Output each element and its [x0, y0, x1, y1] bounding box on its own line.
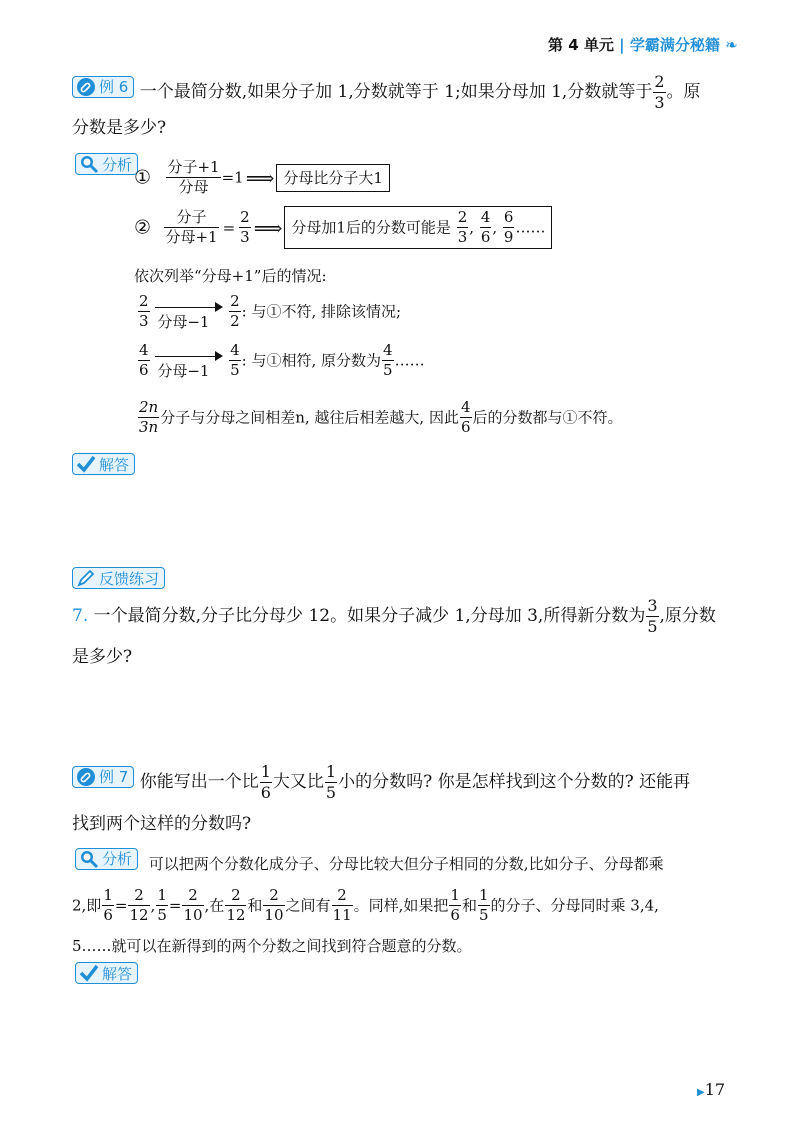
example6-answer-badge: 解答: [72, 453, 135, 478]
example7-badge: 例 7: [72, 766, 134, 788]
boxed-note: 分母比分子大1: [276, 164, 390, 192]
analysis-row3: $\frac{2n}{3n}$ 分子与分母之间相差n, 越往后相差越大, 因此 $\frac{4}{6}$ 后的分数都与①不符。: [139, 398, 623, 436]
example7-question-line2: 找到两个这样的分数吗?: [72, 814, 252, 834]
fraction: $\frac{1}{6}$: [450, 886, 460, 924]
fraction: $\frac{4}{6}$: [139, 341, 149, 379]
link-icon: [76, 77, 96, 97]
example6-question-line2: 分数是多少?: [72, 118, 167, 138]
example7-analysis: 分析 可以把两个分数化成分子、分母比较大但分子相同的分数,比如分子、分母都乘: [75, 848, 664, 876]
example6-badge: 例 6: [72, 76, 134, 98]
example7-analysis-line2: 2,即 $\frac{1}{6}$ = $\frac{2}{12}$ , $\frac{1}{5}$ = $\frac{2}{10}$ ,在 $\frac{2}{12}$ 和 $\frac{2}{10}$ 之间有 $\frac{2}{11}$ 。同样,如果把 $\frac{1}{6}$ 和 $\frac{1}{5}$ 的分子、分母同时乘 3,4,: [72, 886, 659, 924]
unit-label: 第 4 单元: [548, 36, 614, 54]
example7-question: 例 7 你能写出一个比 $\frac{1}{6}$ 大又比 $\frac{1}{5}$ 小的分数吗? 你是怎样找到这个分数的? 还能再: [72, 764, 690, 801]
fraction: $\frac{6}{9}$: [503, 208, 514, 246]
fraction: $\frac{1}{5}$: [478, 886, 489, 924]
example7-analysis-line3: 5……就可以在新得到的两个分数之间找到符合题意的分数。: [72, 937, 472, 955]
triangle-icon: ▶: [697, 1087, 705, 1098]
fraction: $\frac{2}{10}$: [264, 886, 284, 924]
fraction: $\frac{\text{分子+1}}{\text{分母}}$: [167, 158, 220, 196]
fraction: $\frac{2}{3}$: [457, 208, 468, 246]
fraction: $\frac{2}{10}$: [183, 886, 203, 924]
fraction: $\frac{2}{3}$: [240, 208, 250, 246]
arrow-icon: 分母−1: [155, 344, 223, 378]
example7-analysis-badge: 分析: [75, 848, 138, 870]
fraction: $\frac{2}{12}$: [226, 886, 246, 924]
feedback-badge: 反馈练习: [72, 567, 165, 592]
fraction: $\frac{2}{11}$: [332, 886, 352, 924]
list-intro: 依次列举“分母+1”后的情况:: [134, 267, 327, 285]
magnifier-icon: [79, 849, 99, 869]
fraction: $\frac{2}{3}$: [654, 72, 665, 112]
fraction: $\frac{4}{5}$: [230, 341, 240, 379]
fraction: $\frac{4}{5}$: [383, 341, 393, 379]
fraction: $\frac{1}{5}$: [157, 886, 167, 924]
example6-analysis-badge: 分析: [75, 153, 138, 178]
analysis-step2: ② $\frac{\text{分子}}{\text{分母+1}}$ = $\frac{2}{3}$ ⟹ 分母加1后的分数可能是 $\frac{2}{3}$ , $\frac{4}{6}$ , $\frac{6}{9}$ ……: [134, 206, 552, 249]
leaf-icon: ❧: [725, 36, 738, 54]
link-icon: [76, 767, 96, 787]
fraction: $\frac{4}{6}$: [460, 398, 471, 436]
fraction: $\frac{4}{6}$: [480, 208, 491, 246]
analysis-step1: ① $\frac{\text{分子+1}}{\text{分母}}$ =1 ⟹ 分母比分子大1: [134, 160, 390, 195]
header-title: 学霸满分秘籍: [629, 36, 720, 54]
implies-arrow: ⟹: [253, 215, 283, 240]
example7-answer-badge: 解答: [75, 962, 138, 987]
page-number: ▶17: [697, 1080, 726, 1099]
fraction: $\frac{1}{6}$: [103, 886, 113, 924]
feedback-question-line2: 是多少?: [72, 647, 133, 667]
pencil-icon: [76, 568, 96, 588]
fraction: $\frac{1}{5}$: [325, 762, 337, 802]
fraction: $\frac{3}{5}$: [647, 596, 658, 636]
arrow-icon: 分母−1: [155, 295, 223, 329]
fraction: $\frac{2}{3}$: [139, 292, 149, 330]
feedback-question: 7. 一个最简分数,分子比分母少 12。如果分子减少 1,分母加 3,所得新分数为 $\frac{3}{5}$ ,原分数: [72, 596, 716, 636]
boxed-note: 分母加1后的分数可能是 $\frac{2}{3}$ , $\frac{4}{6}$ , $\frac{6}{9}$ ……: [284, 206, 552, 249]
checkmark-icon: [79, 963, 99, 983]
fraction: $\frac{1}{6}$: [260, 762, 271, 802]
fraction: $\frac{\text{分子}}{\text{分母+1}}$: [165, 208, 218, 246]
analysis-row1: $\frac{2}{3}$ 分母−1 $\frac{2}{2}$ : 与①不符, 排除该情况;: [139, 292, 402, 331]
unit-header: 第 4 单元 | 学霸满分秘籍 ❧: [548, 36, 738, 54]
fraction: $\frac{2}{12}$: [129, 886, 149, 924]
example6-question: 例 6 一个最简分数,如果分子加 1,分数就等于 1;如果分母加 1,分数就等于 $\frac{2}{3}$ 。原: [72, 74, 701, 111]
analysis-row2: $\frac{4}{6}$ 分母−1 $\frac{4}{5}$ : 与①相符, 原分数为 $\frac{4}{5}$ ……: [139, 341, 425, 380]
checkmark-icon: [76, 454, 96, 474]
fraction: $\frac{2n}{3n}$: [139, 398, 159, 436]
implies-arrow: ⟹: [245, 165, 275, 190]
magnifier-icon: [79, 154, 99, 174]
fraction: $\frac{2}{2}$: [230, 292, 240, 330]
